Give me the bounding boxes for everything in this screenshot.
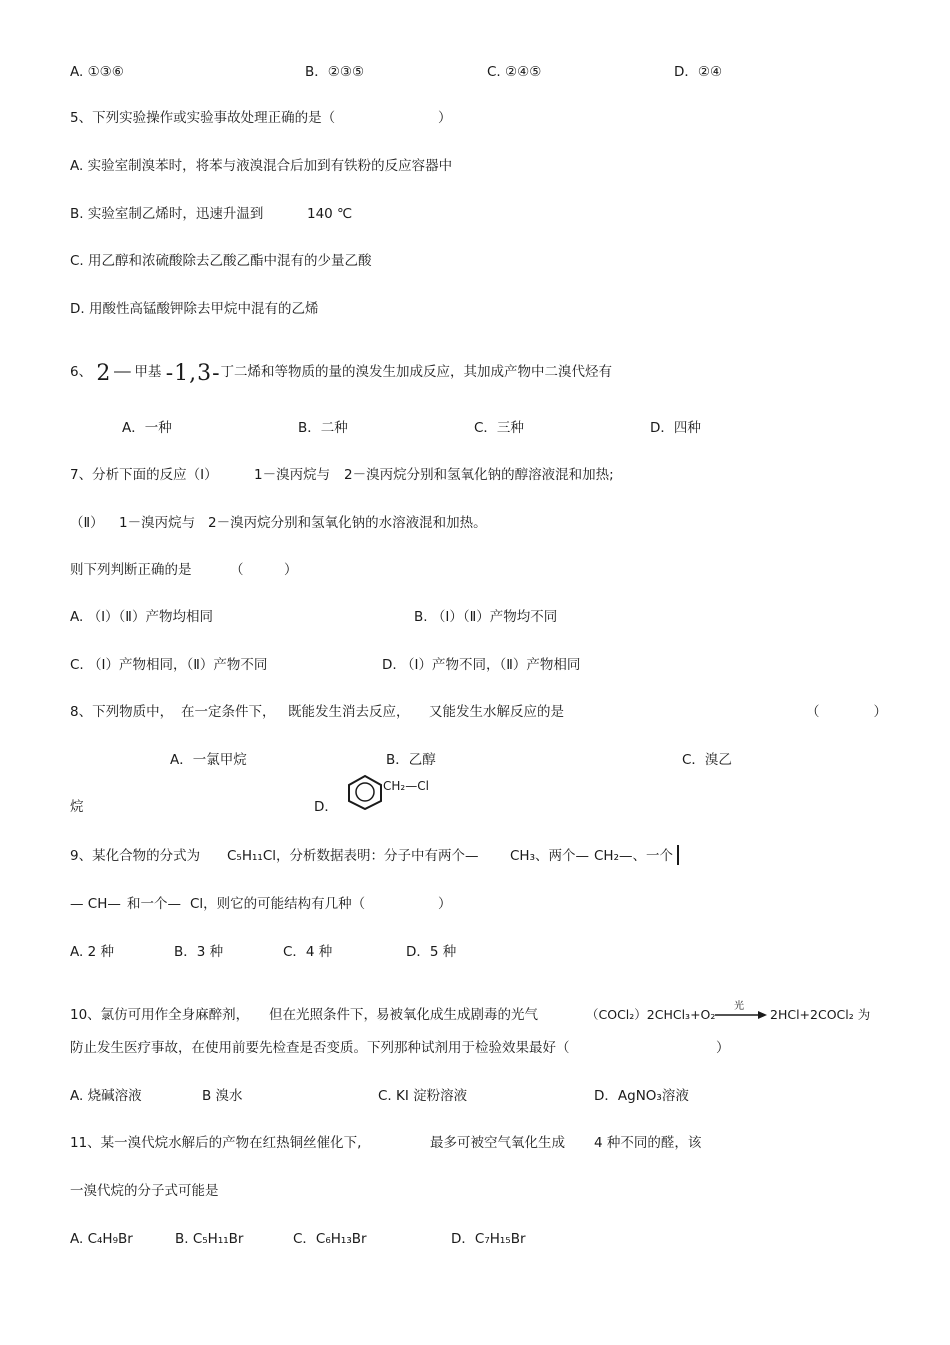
q8-option-d: D． xyxy=(314,799,338,815)
q9-line2-a: — CH— xyxy=(70,896,121,912)
q5-option-c: C. 用乙醇和浓硫酸除去乙酸乙酯中混有的少量乙酸 xyxy=(70,253,372,269)
q9-line2-c: Cl，则它的可能结构有几种（ xyxy=(190,896,366,912)
q10-option-b: B 溴水 xyxy=(202,1088,243,1104)
q8-stem-c: 既能发生消去反应， xyxy=(288,704,410,720)
q7-option-b: B. （Ⅰ）（Ⅱ）产物均不同 xyxy=(414,609,558,625)
q7-line2-b: 1－溴丙烷与 xyxy=(119,515,196,531)
benzene-ring-icon xyxy=(345,774,385,810)
q4-option-c: C. ②④⑤ xyxy=(487,64,542,80)
q7-line2-a: （Ⅱ） xyxy=(70,515,104,531)
q11-option-a: A. C₄H₉Br xyxy=(70,1231,133,1247)
q11-option-d: D．C₇H₁₅Br xyxy=(451,1231,526,1247)
q7-stem-c: 2－溴丙烷分别和氢氧化钠的醇溶液混和加热; xyxy=(344,467,614,483)
q7-line2-c: 2－溴丙烷分别和氢氧化钠的水溶液混和加热。 xyxy=(208,515,487,531)
q8-stem-a: 8、下列物质中， xyxy=(70,704,174,720)
q9-option-a: A. 2 种 xyxy=(70,944,114,960)
q7-line3: 则下列判断正确的是 xyxy=(70,562,192,578)
q6-number: 6、 xyxy=(70,364,93,380)
q4-option-d: D．②④ xyxy=(674,64,723,80)
arrow-label-light: 光 xyxy=(734,1001,744,1012)
q10-equation-left: （COCl₂）2CHCl₃+O₂ xyxy=(586,1007,716,1022)
q11-option-b: B. C₅H₁₁Br xyxy=(175,1231,244,1247)
q10-equation-right: 2HCl+2COCl₂ 为 xyxy=(770,1007,871,1022)
q8-option-c: C．溴乙 xyxy=(682,752,732,768)
q10-stem-c: 易被氧化成生成剧毒的光气 xyxy=(376,1007,538,1023)
q8-option-b: B．乙醇 xyxy=(386,752,436,768)
q7-stem-a: 7、分析下面的反应（Ⅰ） xyxy=(70,467,218,483)
q6-name-2: 2－ xyxy=(96,361,135,386)
q10-stem-a: 10、氯仿可用作全身麻醉剂， xyxy=(70,1007,250,1023)
q4-option-b: B．②③⑤ xyxy=(305,64,365,80)
q11-stem-b: 最多可被空气氧化生成 xyxy=(430,1135,565,1151)
q11-option-c: C．C₆H₁₃Br xyxy=(293,1231,367,1247)
q8-stem-d: 又能发生水解反应的是 xyxy=(429,704,564,720)
benzyl-chloride-structure xyxy=(345,774,429,810)
q6-option-d: D．四种 xyxy=(650,420,701,436)
q10-stem-b: 但在光照条件下， xyxy=(269,1007,377,1023)
q5-option-a: A. 实验室制溴苯时，将苯与液溴混合后加到有铁粉的反应容器中 xyxy=(70,158,453,174)
q9-option-b: B．3 种 xyxy=(174,944,224,960)
q9-formula: C₅H₁₁Cl，分析数据表明：分子中有两个— xyxy=(227,848,479,864)
q6-option-b: B．二种 xyxy=(298,420,348,436)
q11-stem-c: 4 种不同的醛，该 xyxy=(594,1135,702,1151)
light-reaction-arrow xyxy=(714,998,768,1024)
q5-option-d: D. 用酸性高锰酸钾除去甲烷中混有的乙烯 xyxy=(70,301,319,317)
q5-stem-close: ） xyxy=(438,110,452,126)
q6-rest: 丁二烯和等物质的量的溴发生加成反应，其加成产物中二溴代烃有 xyxy=(220,364,613,380)
q10-option-d: D．AgNO₃溶液 xyxy=(594,1088,689,1104)
q8-option-c-cont: 烷 xyxy=(70,799,84,815)
q10-option-a: A. 烧碱溶液 xyxy=(70,1088,142,1104)
q7-stem-b: 1－溴丙烷与 xyxy=(254,467,331,483)
q9-stem-c: CH₂—、一个 xyxy=(594,848,673,864)
q10-line2-close: ） xyxy=(716,1040,730,1056)
benzyl-group-label: CH₂—Cl xyxy=(383,779,429,793)
q7-option-d: D. （Ⅰ）产物不同，（Ⅱ）产物相同 xyxy=(382,657,581,673)
q9-stem-b: CH₃、两个— xyxy=(510,848,589,864)
q6-stem xyxy=(70,361,613,386)
q9-option-c: C．4 种 xyxy=(283,944,333,960)
q7-answer-paren: （ ） xyxy=(230,562,298,578)
q11-line2: 一溴代烷的分子式可能是 xyxy=(70,1183,219,1199)
q9-line2-b: 和一个— xyxy=(127,896,181,912)
bond-vertical-line xyxy=(677,845,679,865)
q6-name-methyl: 甲基 xyxy=(134,364,162,380)
q9-line2-close: ） xyxy=(438,896,452,912)
q7-option-c: C. （Ⅰ）产物相同，（Ⅱ）产物不同 xyxy=(70,657,268,673)
q9-option-d: D．5 种 xyxy=(406,944,457,960)
q6-option-c: C．三种 xyxy=(474,420,524,436)
q10-option-c: C. KI 淀粉溶液 xyxy=(378,1088,468,1104)
q11-stem-a: 11、某一溴代烷水解后的产物在红热铜丝催化下, xyxy=(70,1135,362,1151)
q7-option-a: A. （Ⅰ）（Ⅱ）产物均相同 xyxy=(70,609,213,625)
q8-option-a: A．一氯甲烷 xyxy=(170,752,247,768)
q5-temperature: 140 ℃ xyxy=(307,206,353,222)
q10-line2: 防止发生医疗事故，在使用前要先检查是否变质。下列那种试剂用于检验效果最好（ xyxy=(70,1040,570,1056)
q8-answer-paren: （ ） xyxy=(806,704,887,720)
q5-option-b: B. 实验室制乙烯时，迅速升温到 xyxy=(70,206,264,222)
q4-option-a: A. ①③⑥ xyxy=(70,64,124,80)
q6-option-a: A．一种 xyxy=(122,420,172,436)
q6-name-13: -1,3- xyxy=(165,361,221,386)
q9-stem-a: 9、某化合物的分式为 xyxy=(70,848,201,864)
q5-stem: 5、下列实验操作或实验事故处理正确的是（ xyxy=(70,110,336,126)
q8-stem-b: 在一定条件下， xyxy=(181,704,276,720)
